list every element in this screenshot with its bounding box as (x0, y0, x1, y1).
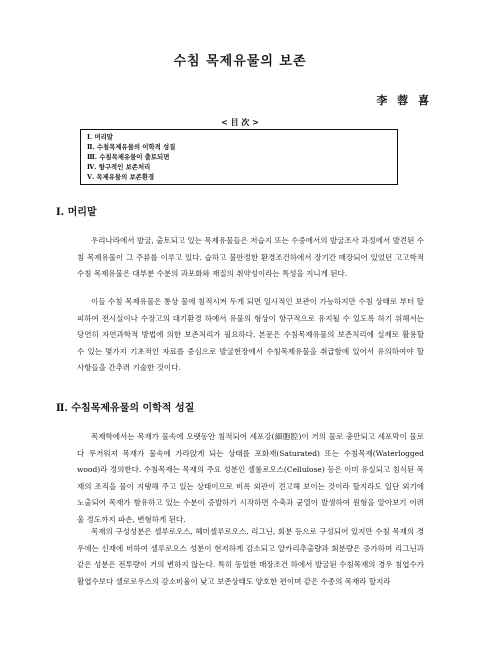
toc-label: < 目 次 > (221, 117, 259, 127)
toc-item: Ⅳ. 항구적인 보존처리 (87, 163, 151, 171)
body-paragraph: 우리나라에서 발굴, 출토되고 있는 목제유물들은 저습지 또는 수중에서의 발굴조사 과정에서 발견된 수침 목제유물이 그 주류를 이루고 있다. 습하고 불안정한 환경조건하에서 장기간 매장되어 있었던 고고학적 수침 목제유물은 대부분 수분의 과포화와 재질의 취약성이라는 특성을 지니게 된다. (77, 236, 424, 278)
toc-item: Ⅰ. 머리말 (87, 133, 113, 141)
body-paragraph: 이들 수침 목제유물은 통상 물에 침적시켜 두게 되면 일시적인 보관이 가능하지만 수침 상태로 부터 탈피하여 전시실이나 수장고의 대기환경 하에서 유물의 형상이 항구적으로 유지될 수 있도록 하기 위해서는 당연히 자연과학적 방법에 의한 보존처리가 필요하다. 본문은 수침목제유물의 보존처리에 실제로 활용할 수 있는 몇가지 기초적인 자료를 중심으로 발굴현장에서 수침목제유물을 취급함에 있어서 유의하여야 할 사항들을 간추려 기술한 것이다. (77, 297, 424, 372)
author-name: 李 蓉 喜 (376, 94, 432, 107)
body-paragraph: 목제학에서는 목재가 물속에 오랫동안 침적되어 세포강(細胞腔)이 거의 물로 충만되고 세포막이 물로다 무거워져 목재가 물속에 가라앉게 되는 상태를 포화재(Saturated) 또는 수침목재(Waterlogged wood)라 정의한다. 수침목재는 목재의 주요 성분인 셀룰로오스(Cellulose) 등은 이미 유실되고 침식된 목재의 조직을 물이 지탱해 주고 있는 상태이므로 비록 외관이 견고해 보이는 것이라 할지라도 일단 외기에 노출되어 목재가 함유하고 있는 수분이 증발하기 시작하면 수축과 균열이 발생하여 원형을 알아보기 어려울 정도까지 파손, 변형하게 된다. (77, 432, 424, 524)
toc-item: Ⅴ. 목제유물의 보존환경 (87, 173, 155, 181)
body-paragraph: 목재의 구성성분은 셀루로오스, 헤미셀루로오스, 리그닌, 회분 등으로 구성되어 있지만 수침 목재의 경우에는 신재에 비하여 셀루로오스 성분이 현저하게 감소되고 알카리추출량과 회분량은 증가하며 리그닌과 같은 성분은 전투량이 거의 변하지 않는다. 특히 동일한 매장조건 하에서 발굴된 수침목재의 경우 침엽수가 활엽수보다 셀로로우스의 감소비율이 낮고 보존상태도 양호한 편이며 같은 수종의 목재라 할지라 (77, 527, 424, 586)
toc-item: Ⅲ. 수침목제유물이 출토되면 (87, 153, 170, 161)
document-title: 수침 목제유물의 보존 (173, 54, 307, 69)
section-heading: Ⅰ. 머리말 (56, 207, 97, 218)
toc-item: Ⅱ. 수침목제유물의 이학적 성질 (87, 143, 176, 151)
section-heading: Ⅱ. 수침목제유물의 이학적 성질 (56, 403, 195, 414)
table-of-contents (80, 129, 398, 185)
